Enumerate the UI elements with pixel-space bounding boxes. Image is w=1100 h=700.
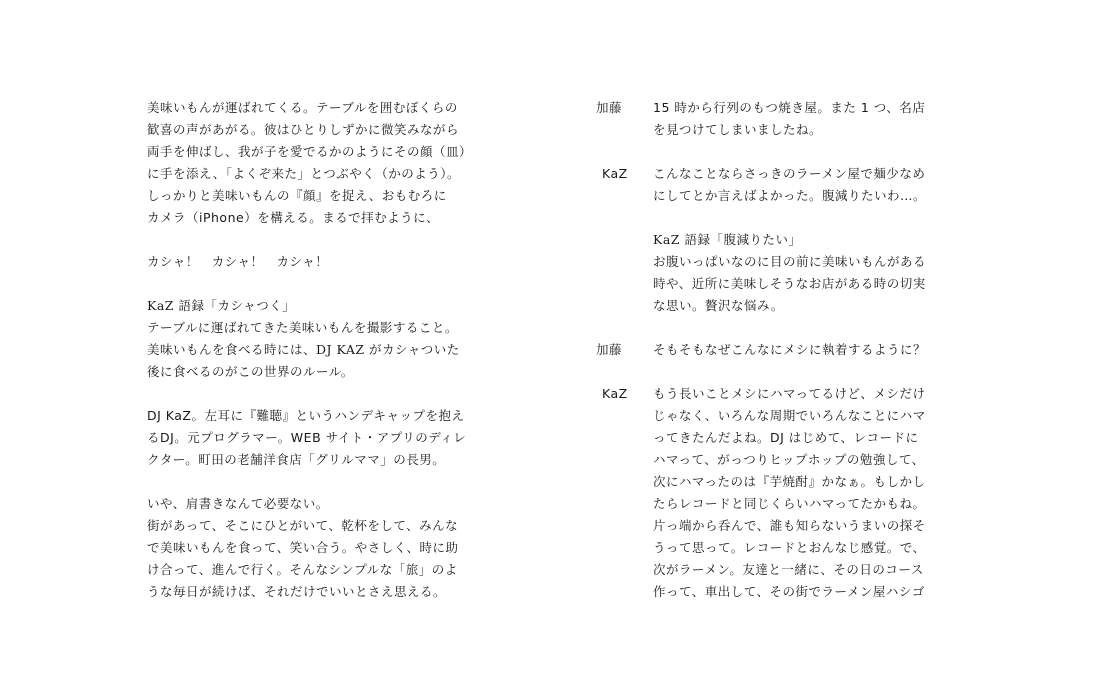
speaker-label: 加藤 <box>596 100 623 115</box>
speaker-label: 加藤 <box>596 342 623 357</box>
text-line: こんなことならさっきのラーメン屋で麺少なめ <box>653 166 926 181</box>
text-line: 15 時から行列のもつ焼き屋。また 1 つ、名店 <box>653 100 926 115</box>
utterance <box>653 163 926 207</box>
glossary-kashatsuku <box>147 295 507 383</box>
shutter-paragraph <box>147 251 507 273</box>
text-line: もう長いことメシにハマってるけど、メシだけ <box>653 386 926 401</box>
text-line: にしてとか言えばよかった。腹減りたいわ…。 <box>653 188 927 203</box>
text-line: 美味いもんを食べる時には、DJ KAZ がカシャついた <box>147 342 460 357</box>
utterance <box>653 383 926 603</box>
text-line: カメラ（iPhone）を構える。まるで拝むように、 <box>147 210 440 225</box>
shutter-text: カシャ！ カシャ！ カシャ！ <box>147 254 329 269</box>
text-line: 後に食べるのがこの世界のルール。 <box>147 364 354 379</box>
text-line: たらレコードと同じくらいハマってたかもね。 <box>653 496 926 511</box>
text-line: を見つけてしまいましたね。 <box>653 122 823 137</box>
dialogue-turn <box>590 339 980 361</box>
text-line: け合って、進んで行く。そんなシンプルな「旅」のよ <box>147 562 458 577</box>
text-line: クター。町田の老舗洋食店「グリルママ」の長男。 <box>147 452 446 467</box>
text-line: 美味いもんが運ばれてくる。テーブルを囲むぼくらの <box>147 100 458 115</box>
text-line: 歓喜の声があがる。彼はひとりしずかに微笑みながら <box>147 122 460 137</box>
outro-paragraph <box>147 493 507 603</box>
text-line: 作って、車出して、その街でラーメン屋ハシゴ <box>653 584 925 599</box>
text-line: 次にハマったのは『芋焼酎』かなぁ。もしかし <box>653 474 926 489</box>
text-line: お腹いっぱいなのに目の前に美味いもんがある <box>653 254 927 269</box>
text-line: テーブルに運ばれてきた美味いもんを撮影すること。 <box>147 320 458 335</box>
text-line: ハマって、がっつりヒップホップの勉強して、 <box>653 452 925 467</box>
text-line: そもそもなぜこんなにメシに執着するように？ <box>653 342 927 357</box>
text-line: 次がラーメン。友達と一緒に、その日のコース <box>653 562 924 577</box>
glossary-harahetaritai <box>653 229 980 317</box>
speaker-label: KaZ <box>602 166 628 181</box>
text-line: な思い。贅沢な悩み。 <box>653 298 784 313</box>
utterance <box>653 339 926 361</box>
text-line: 片っ端から呑んで、誰も知らないうまいの探そ <box>653 518 926 533</box>
right-column <box>590 97 980 625</box>
left-column <box>147 97 507 625</box>
text-line: うって思って。レコードとおんなじ感覚。で、 <box>653 540 926 555</box>
text-line: DJ KaZ。左耳に『難聴』というハンデキャップを抱え <box>147 408 465 423</box>
glossary-title: KaZ 語録「腹減りたい」 <box>653 232 802 247</box>
profile-paragraph <box>147 405 507 471</box>
dialogue-turn <box>590 97 980 141</box>
speaker-label: KaZ <box>602 386 628 401</box>
text-line: で美味いもんを食って、笑い合う。やさしく、時に助 <box>147 540 459 555</box>
text-line: に手を添え、「よくぞ来た」とつぶやく（かのよう）。 <box>147 166 461 181</box>
dialogue-turn <box>590 163 980 207</box>
text-line: 時や、近所に美味しそうなお店がある時の切実 <box>653 276 926 291</box>
text-line: 両手を伸ばし、我が子を愛でるかのようにその顔（皿） <box>147 144 473 159</box>
text-line: しっかりと美味いもんの『顔』を捉え、おもむろに <box>147 188 447 203</box>
glossary-title: KaZ 語録「カシャつく」 <box>147 298 296 313</box>
text-line: るDJ。元プログラマー。WEB サイト・アプリのディレ <box>147 430 467 445</box>
text-line: 街があって、そこにひとがいて、乾杯をして、みんな <box>147 518 459 533</box>
text-line: じゃなく、いろんな周期でいろんなことにハマ <box>653 408 926 423</box>
intro-paragraph <box>147 97 507 229</box>
text-line: いや、肩書きなんて必要ない。 <box>147 496 329 511</box>
utterance <box>653 97 925 141</box>
text-line: ってきたんだよね。DJ はじめて、レコードに <box>653 430 919 445</box>
dialogue-turn <box>590 383 980 603</box>
text-line: うな毎日が続けば、それだけでいいとさえ思える。 <box>147 584 447 599</box>
